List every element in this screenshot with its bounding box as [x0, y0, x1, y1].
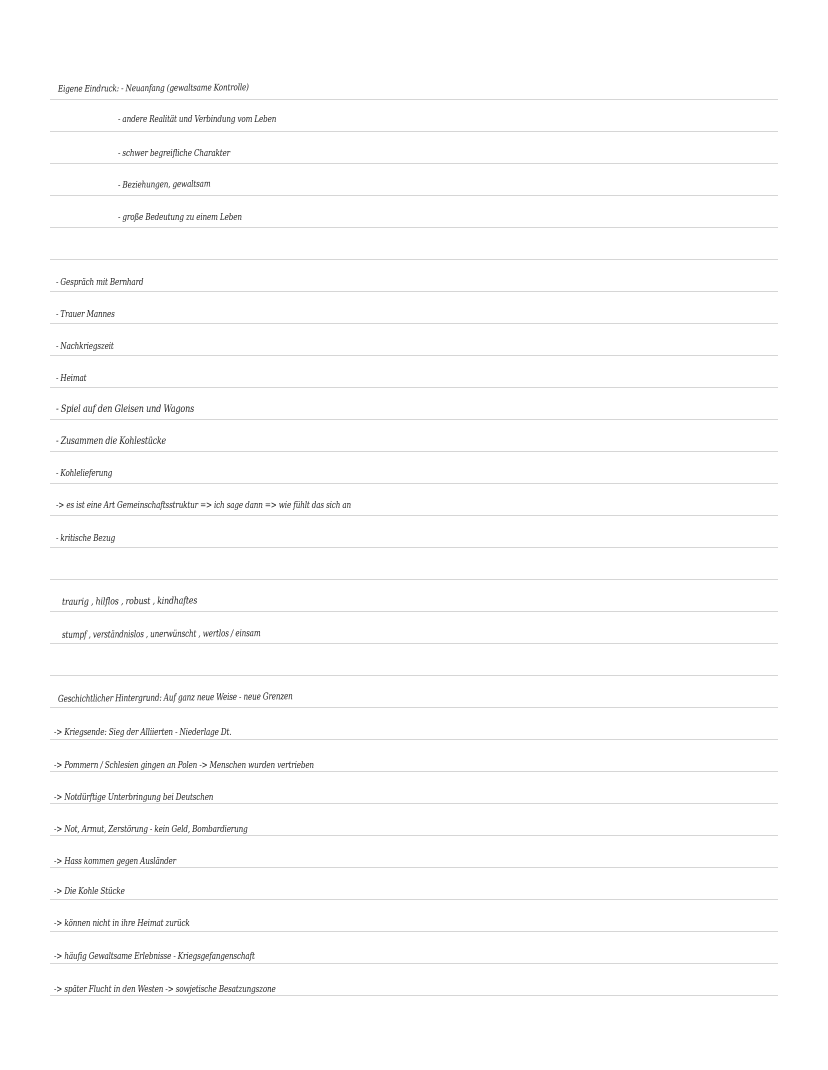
note-line: - Heimat — [56, 373, 87, 384]
note-adjectives: stumpf , verständnislos , unerwünscht , wertlos / einsam — [61, 628, 261, 641]
note-line: - Beziehungen, gewaltsam — [117, 179, 211, 191]
note-line: - Spiel auf den Gleisen und Wagons — [56, 403, 195, 416]
note-heading-impression: Eigene Eindruck: - Neuanfang (gewaltsame Kontrolle) — [57, 82, 249, 95]
ruled-line — [50, 547, 778, 548]
note-line: -> später Flucht in den Westen -> sowjetische Besatzungszone — [54, 984, 276, 995]
note-line: - Gespräch mit Bernhard — [56, 277, 144, 288]
note-line: -> es ist eine Art Gemeinschaftsstruktur => ich sage dann => wie fühlt das sich an — [56, 500, 351, 511]
note-line: -> Not, Armut, Zerstörung - kein Geld, Bombardierung — [54, 824, 248, 835]
ruled-line — [50, 387, 778, 388]
note-line: -> häufig Gewaltsame Erlebnisse - Kriegsgefangenschaft — [54, 951, 255, 962]
ruled-line — [50, 163, 778, 164]
note-line: -> Hass kommen gegen Ausländer — [54, 856, 176, 867]
note-adjectives: traurig , hilflos , robust , kindhaftes — [61, 595, 198, 608]
ruled-line — [50, 451, 778, 452]
note-line: - andere Realität und Verbindung vom Leben — [118, 114, 277, 125]
ruled-line — [50, 323, 778, 324]
note-line: -> Kriegsende: Sieg der Alliierten - Niederlage Dt. — [54, 727, 232, 738]
ruled-line — [50, 195, 778, 196]
ruled-line — [50, 99, 778, 100]
note-line: - kritische Bezug — [56, 533, 116, 544]
note-line: - schwer begreifliche Charakter — [118, 148, 230, 159]
ruled-line — [50, 483, 778, 484]
note-line: - Kohlelieferung — [56, 468, 113, 479]
note-line: -> Pommern / Schlesien gingen an Polen -> Menschen wurden vertrieben — [54, 760, 314, 771]
note-line: -> Notdürftige Unterbringung bei Deutschen — [54, 792, 214, 803]
ruled-line — [50, 355, 778, 356]
note-line: - große Bedeutung zu einem Leben — [118, 212, 242, 223]
ruled-line — [50, 291, 778, 292]
ruled-line — [50, 131, 778, 132]
note-line: -> Die Kohle Stücke — [54, 886, 125, 897]
note-heading-history: Geschichtlicher Hintergrund: Auf ganz neue Weise - neue Grenzen — [57, 691, 293, 705]
ruled-line — [50, 579, 778, 580]
ruled-line — [50, 675, 778, 676]
ruled-line — [50, 515, 778, 516]
ruled-line — [50, 707, 778, 708]
ruled-line — [50, 419, 778, 420]
note-line: - Trauer Mannes — [56, 309, 115, 320]
ruled-line — [50, 931, 778, 932]
note-line: -> können nicht in ihre Heimat zurück — [54, 918, 190, 929]
ruled-line — [50, 259, 778, 260]
ruled-line — [50, 739, 778, 740]
ruled-line — [50, 227, 778, 228]
note-line: - Nachkriegszeit — [56, 341, 114, 352]
note-line: - Zusammen die Kohlestücke — [56, 436, 166, 447]
ruled-line — [50, 611, 778, 612]
ruled-line — [50, 899, 778, 900]
ruled-line — [50, 963, 778, 964]
ruled-line — [50, 643, 778, 644]
